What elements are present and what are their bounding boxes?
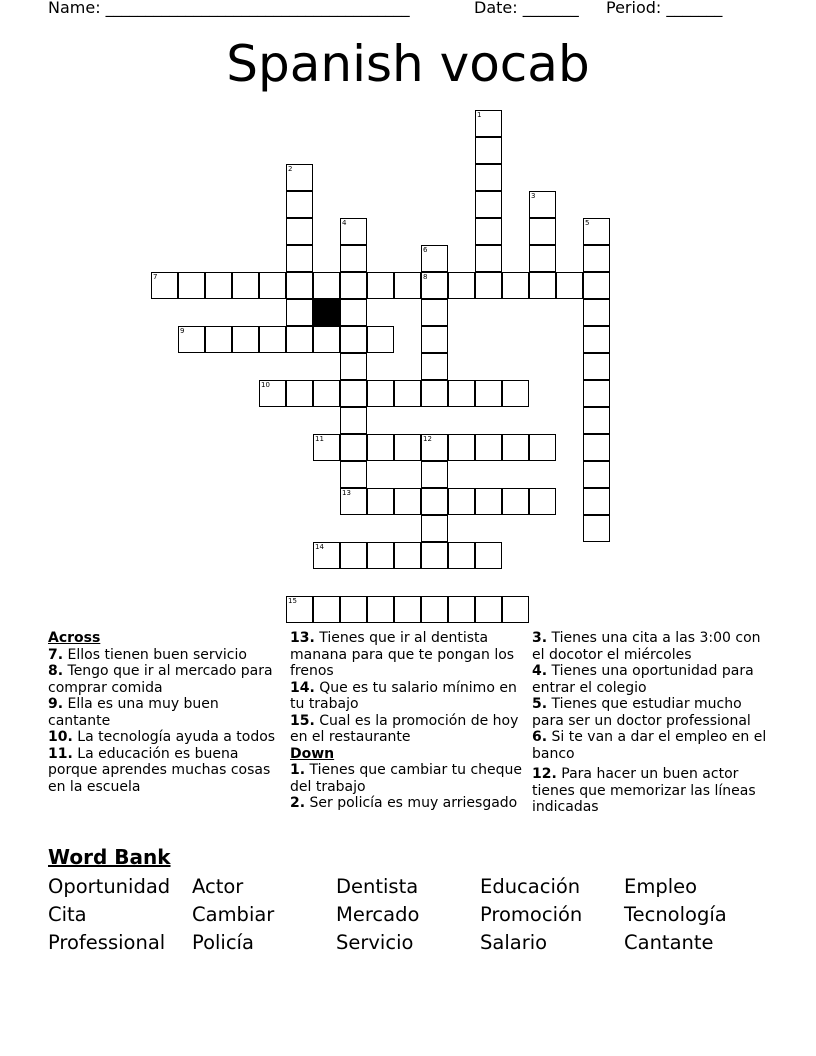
crossword-cell[interactable] <box>502 380 529 407</box>
crossword-cell[interactable] <box>394 542 421 569</box>
crossword-cell[interactable] <box>340 434 367 461</box>
clue-down-1: 1. Tienes que cambiar tu cheque del trabajo <box>290 762 523 795</box>
crossword-cell[interactable] <box>583 407 610 434</box>
crossword-cell[interactable] <box>313 380 340 407</box>
clue-across-9: 9. Ella es una muy buen cantante <box>48 696 219 729</box>
crossword-cell[interactable] <box>367 596 394 623</box>
crossword-cell[interactable] <box>259 326 286 353</box>
crossword-cell[interactable] <box>286 245 313 272</box>
word-bank-item: Policía <box>192 931 254 954</box>
crossword-cell[interactable] <box>448 542 475 569</box>
crossword-cell[interactable] <box>421 434 448 461</box>
crossword-cell[interactable] <box>502 434 529 461</box>
crossword-cell[interactable] <box>286 326 313 353</box>
crossword-cell[interactable] <box>286 380 313 407</box>
clue-across-14: 14. Que es tu salario mínimo en tu trabajo <box>290 679 517 712</box>
crossword-cell[interactable] <box>367 380 394 407</box>
word-bank-item: Tecnología <box>624 903 727 926</box>
crossword-cell[interactable] <box>286 272 313 299</box>
word-bank-item: Servicio <box>336 931 414 954</box>
crossword-cell[interactable] <box>421 542 448 569</box>
crossword-cell[interactable] <box>340 407 367 434</box>
crossword-cell[interactable] <box>394 434 421 461</box>
word-bank-item: Professional <box>48 931 166 954</box>
period-field[interactable]: Period: _______ <box>606 0 723 17</box>
clue-across-15: 15. Cual es la promoción de hoy en el restaurante <box>290 712 519 745</box>
crossword-cell[interactable] <box>583 515 610 542</box>
crossword-cell[interactable] <box>340 596 367 623</box>
clue-down-5: 5. Tienes que estudiar mucho para ser un doctor professional <box>532 696 751 729</box>
word-bank-item: Promoción <box>480 903 583 926</box>
word-bank-item: Cambiar <box>192 903 275 926</box>
clues-column-1 <box>48 630 284 795</box>
crossword-cell[interactable] <box>583 353 610 380</box>
word-bank-item: Actor <box>192 875 244 898</box>
clue-down-2: 2. Ser policía es muy arriesgado <box>290 795 518 811</box>
crossword-cell[interactable] <box>421 380 448 407</box>
crossword-cell[interactable] <box>286 596 313 623</box>
word-bank-item: Dentista <box>336 875 419 898</box>
crossword-cell[interactable] <box>421 596 448 623</box>
crossword-cell[interactable] <box>394 380 421 407</box>
clue-number: 10 <box>261 381 270 389</box>
clue-down-6: 6. Si te van a dar el empleo en el banco <box>532 729 767 762</box>
word-bank-item: Cantante <box>624 931 714 954</box>
clue-across-7: 7. Ellos tienen buen servicio <box>48 646 247 663</box>
crossword-cell[interactable] <box>475 434 502 461</box>
crossword-cell[interactable] <box>448 380 475 407</box>
clue-number: 11 <box>315 435 324 443</box>
crossword-cell[interactable] <box>583 218 610 245</box>
crossword-cell[interactable] <box>448 596 475 623</box>
page-title: Spanish vocab <box>226 35 590 93</box>
crossword-cell[interactable] <box>421 515 448 542</box>
clue-across-11: 11. La educación es buena porque aprendes muchas cosas en la escuela <box>48 745 271 795</box>
clue-down-3: 3. Tienes una cita a las 3:00 con el docotor el miércoles <box>532 630 761 663</box>
word-bank-item: Educación <box>480 875 581 898</box>
crossword-cell[interactable] <box>475 245 502 272</box>
crossword-cell[interactable] <box>340 245 367 272</box>
crossword-cell[interactable] <box>367 488 394 515</box>
crossword-cell[interactable] <box>286 299 313 326</box>
crossword-cell[interactable] <box>448 434 475 461</box>
clue-down-12: 12. Para hacer un buen actor tienes que memorizar las líneas indicadas <box>532 766 756 815</box>
crossword-cell[interactable] <box>367 542 394 569</box>
clue-number: 15 <box>288 597 297 605</box>
crossword-cell[interactable] <box>286 218 313 245</box>
clue-number: 5 <box>585 219 590 227</box>
clue-number: 12 <box>423 435 432 443</box>
down-heading: Down <box>290 745 335 762</box>
crossword-cell[interactable] <box>583 326 610 353</box>
crossword-cell[interactable] <box>448 272 475 299</box>
crossword-cell[interactable] <box>529 245 556 272</box>
clue-number: 1 <box>477 111 482 119</box>
crossword-cell[interactable] <box>340 353 367 380</box>
crossword-cell[interactable] <box>313 596 340 623</box>
crossword-cell[interactable] <box>475 164 502 191</box>
crossword-cell[interactable] <box>421 461 448 488</box>
crossword-cell[interactable] <box>529 218 556 245</box>
crossword-cell[interactable] <box>232 272 259 299</box>
clue-number: 14 <box>315 543 324 551</box>
crossword-cell[interactable] <box>178 272 205 299</box>
clue-across-8: 8. Tengo que ir al mercado para comprar comida <box>48 663 273 696</box>
crossword-cell[interactable] <box>421 272 448 299</box>
crossword-cell[interactable] <box>475 488 502 515</box>
crossword-cell[interactable] <box>475 191 502 218</box>
crossword-cell[interactable] <box>421 353 448 380</box>
crossword-cell[interactable] <box>313 272 340 299</box>
crossword-cell[interactable] <box>502 596 529 623</box>
crossword-cell[interactable] <box>394 488 421 515</box>
name-field[interactable]: Name: ______________________________________ <box>48 0 410 17</box>
crossword-cell[interactable] <box>421 326 448 353</box>
crossword-cell[interactable] <box>259 272 286 299</box>
crossword-cell[interactable] <box>367 434 394 461</box>
clue-number: 3 <box>531 192 536 200</box>
clue-across-13: 13. Tienes que ir al dentista manana para que te pongan los frenos <box>290 630 515 679</box>
crossword-cell[interactable] <box>529 434 556 461</box>
crossword-cell[interactable] <box>475 380 502 407</box>
crossword-cell[interactable] <box>151 272 178 299</box>
word-bank-item: Oportunidad <box>48 875 171 898</box>
crossword-cell[interactable] <box>583 434 610 461</box>
clue-number: 8 <box>423 273 428 281</box>
crossword-cell[interactable] <box>394 596 421 623</box>
clue-number: 6 <box>423 246 428 254</box>
crossword-cell[interactable] <box>340 542 367 569</box>
crossword-cell[interactable] <box>475 110 502 137</box>
crossword-cell[interactable] <box>448 488 475 515</box>
crossword-cell[interactable] <box>286 164 313 191</box>
crossword-cell[interactable] <box>340 272 367 299</box>
crossword-cell[interactable] <box>583 461 610 488</box>
crossword-cell[interactable] <box>340 461 367 488</box>
crossword-cell[interactable] <box>340 488 367 515</box>
crossword-cell[interactable] <box>340 299 367 326</box>
crossword-cell[interactable] <box>583 380 610 407</box>
crossword-block <box>313 299 340 326</box>
clue-across-10: 10. La tecnología ayuda a todos <box>48 729 276 745</box>
crossword-cell[interactable] <box>421 488 448 515</box>
crossword-cell[interactable] <box>502 272 529 299</box>
crossword-cell[interactable] <box>475 218 502 245</box>
crossword-cell[interactable] <box>529 488 556 515</box>
clue-number: 2 <box>288 165 293 173</box>
clue-down-4: 4. Tienes una oportunidad para entrar el colegio <box>532 663 754 696</box>
crossword-cell[interactable] <box>340 326 367 353</box>
crossword-cell[interactable] <box>421 245 448 272</box>
crossword-cell[interactable] <box>313 434 340 461</box>
crossword-cell[interactable] <box>178 326 205 353</box>
word-bank <box>48 873 788 957</box>
crossword-cell[interactable] <box>475 542 502 569</box>
crossword-cell[interactable] <box>313 326 340 353</box>
clues-column-2 <box>290 630 526 812</box>
word-bank-item: Empleo <box>624 875 698 898</box>
across-heading: Across <box>48 630 101 646</box>
crossword-cell[interactable] <box>340 218 367 245</box>
clue-number: 4 <box>342 219 347 227</box>
crossword-cell[interactable] <box>259 380 286 407</box>
crossword-cell[interactable] <box>475 596 502 623</box>
crossword-cell[interactable] <box>556 272 583 299</box>
word-bank-title: Word Bank <box>48 845 171 869</box>
crossword-cell[interactable] <box>421 299 448 326</box>
crossword-cell[interactable] <box>475 272 502 299</box>
crossword-cell[interactable] <box>394 272 421 299</box>
crossword-cell[interactable] <box>313 542 340 569</box>
crossword-cell[interactable] <box>367 326 394 353</box>
crossword-cell[interactable] <box>286 191 313 218</box>
crossword-cell[interactable] <box>205 326 232 353</box>
clue-number: 9 <box>180 327 185 335</box>
word-bank-item: Salario <box>480 931 548 954</box>
crossword-cell[interactable] <box>583 245 610 272</box>
crossword-cell[interactable] <box>232 326 259 353</box>
crossword-cell[interactable] <box>583 488 610 515</box>
word-bank-item: Cita <box>48 903 87 926</box>
crossword-cell[interactable] <box>205 272 232 299</box>
crossword-cell[interactable] <box>529 272 556 299</box>
clue-number: 13 <box>342 489 351 497</box>
crossword-cell[interactable] <box>583 299 610 326</box>
crossword-cell[interactable] <box>340 380 367 407</box>
crossword-cell[interactable] <box>502 488 529 515</box>
clues-column-3 <box>532 630 768 816</box>
word-bank-item: Mercado <box>336 903 420 926</box>
crossword-cell[interactable] <box>583 272 610 299</box>
clue-number: 7 <box>153 273 158 281</box>
date-field[interactable]: Date: _______ <box>474 0 579 17</box>
crossword-cell[interactable] <box>475 137 502 164</box>
crossword-cell[interactable] <box>529 191 556 218</box>
crossword-cell[interactable] <box>367 272 394 299</box>
